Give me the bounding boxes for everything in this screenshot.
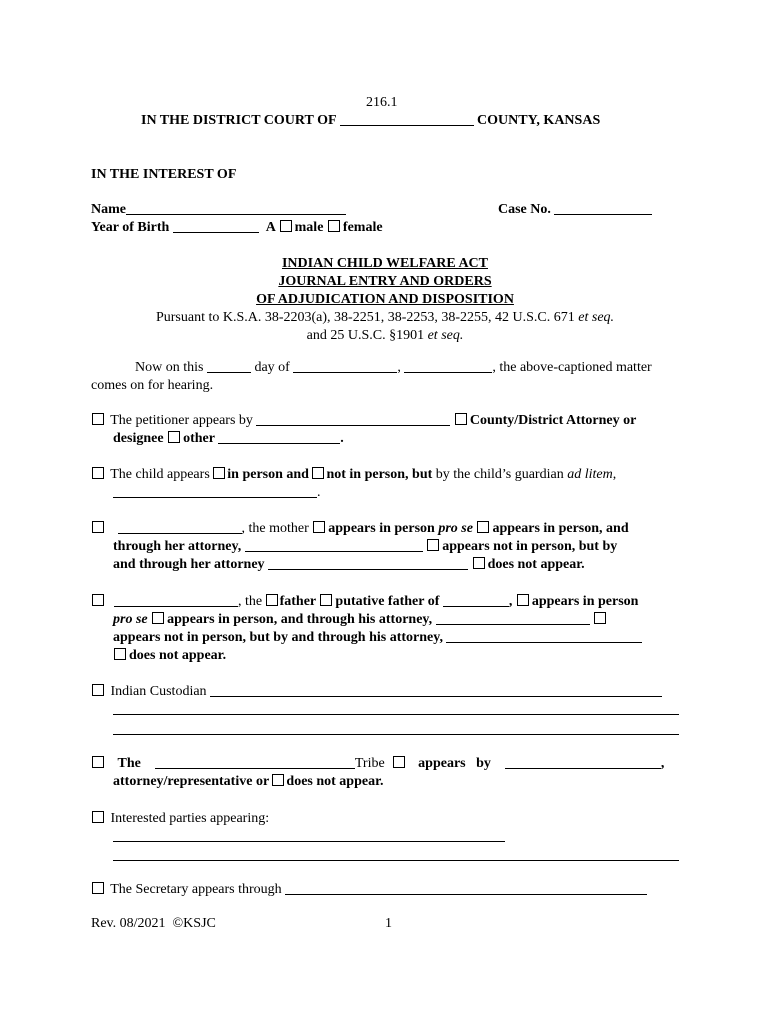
interested-row: Interested parties appearing: bbox=[91, 810, 269, 828]
mother-does-not-checkbox[interactable] bbox=[473, 557, 485, 569]
title-line-1: INDIAN CHILD WELFARE ACT bbox=[281, 256, 488, 271]
father-not-in-person-checkbox[interactable] bbox=[594, 612, 606, 624]
county-attorney-checkbox[interactable] bbox=[455, 413, 467, 425]
birth-row bbox=[91, 219, 383, 237]
child-row-2: . bbox=[113, 484, 321, 502]
case-label: Case No. bbox=[498, 202, 551, 217]
comes-on-line: comes on for hearing. bbox=[91, 378, 214, 393]
mother-checkbox[interactable] bbox=[92, 521, 104, 533]
female-checkbox[interactable] bbox=[328, 220, 340, 232]
mother-row-3: and through her attorney does not appear. bbox=[113, 557, 585, 572]
a-label: A bbox=[265, 220, 276, 235]
father-row-2: pro se appears in person, and through his attorney, bbox=[113, 611, 609, 629]
guardian-blank[interactable] bbox=[113, 485, 317, 498]
mother-attorney-2-blank[interactable] bbox=[268, 557, 468, 570]
tribe-row-1: The Tribe appears by , bbox=[91, 755, 664, 773]
title-line-2: JOURNAL ENTRY AND ORDERS bbox=[278, 274, 492, 289]
child-checkbox[interactable] bbox=[92, 467, 104, 479]
putative-father-checkbox[interactable] bbox=[320, 594, 332, 606]
petitioner-blank[interactable] bbox=[256, 413, 450, 426]
child-not-in-person-checkbox[interactable] bbox=[312, 467, 324, 479]
month-blank[interactable] bbox=[293, 360, 397, 373]
male-label: male bbox=[294, 220, 324, 235]
mother-pro-se-checkbox[interactable] bbox=[313, 521, 325, 533]
court-heading bbox=[141, 112, 600, 130]
custodian-blank-2[interactable] bbox=[113, 714, 679, 715]
custodian-blank-3[interactable] bbox=[113, 734, 679, 735]
case-number-blank[interactable] bbox=[554, 202, 652, 215]
father-type-checkbox[interactable] bbox=[266, 594, 278, 606]
usc-line: and 25 U.S.C. §1901 et seq. bbox=[306, 328, 464, 343]
petitioner-checkbox[interactable] bbox=[92, 413, 104, 425]
mother-not-in-person-checkbox[interactable] bbox=[427, 539, 439, 551]
name-row bbox=[91, 201, 346, 219]
tribe-name-blank[interactable] bbox=[155, 756, 355, 769]
petitioner-row-1: The petitioner appears by County/District Attorney or bbox=[91, 412, 636, 430]
interested-blank-1[interactable] bbox=[113, 841, 505, 842]
father-pro-se-checkbox[interactable] bbox=[517, 594, 529, 606]
father-row-1: , the father putative father of , appears in person bbox=[91, 593, 638, 611]
father-row-3: appears not in person, but by and through his attorney, bbox=[113, 629, 642, 647]
tribe-appears-checkbox[interactable] bbox=[393, 756, 405, 768]
tribe-does-not-checkbox[interactable] bbox=[272, 774, 284, 786]
custodian-row: Indian Custodian bbox=[91, 683, 662, 701]
case-row bbox=[498, 201, 652, 219]
tribe-representative-blank[interactable] bbox=[505, 756, 661, 769]
mother-row-2: through her attorney, appears not in person, but by bbox=[113, 539, 618, 554]
male-checkbox[interactable] bbox=[280, 220, 292, 232]
father-checkbox[interactable] bbox=[92, 594, 104, 606]
mother-attorney-checkbox[interactable] bbox=[477, 521, 489, 533]
county-blank[interactable] bbox=[340, 113, 474, 126]
female-label: female bbox=[342, 220, 383, 235]
father-attorney-blank[interactable] bbox=[436, 612, 590, 625]
child-in-person-checkbox[interactable] bbox=[213, 467, 225, 479]
court-suffix: COUNTY, KANSAS bbox=[477, 113, 601, 128]
interested-checkbox[interactable] bbox=[92, 811, 104, 823]
interested-blank-2[interactable] bbox=[113, 860, 679, 861]
day-blank[interactable] bbox=[207, 360, 251, 373]
year-blank[interactable] bbox=[404, 360, 492, 373]
tribe-checkbox[interactable] bbox=[92, 756, 104, 768]
father-attorney-2-blank[interactable] bbox=[446, 630, 642, 643]
petitioner-row-2: designee other . bbox=[113, 431, 344, 446]
other-blank[interactable] bbox=[218, 431, 340, 444]
revision-footer: Rev. 08/2021 ©KSJC bbox=[91, 916, 216, 931]
court-prefix: IN THE DISTRICT COURT OF bbox=[141, 113, 337, 128]
father-row-4: does not appear. bbox=[113, 647, 226, 665]
mother-attorney-blank[interactable] bbox=[245, 539, 423, 552]
father-name-blank[interactable] bbox=[114, 594, 238, 607]
secretary-checkbox[interactable] bbox=[92, 882, 104, 894]
tribe-row-2: attorney/representative or does not appear. bbox=[113, 774, 384, 789]
mother-name-blank[interactable] bbox=[118, 521, 242, 534]
interest-of: IN THE INTEREST OF bbox=[91, 167, 237, 182]
title-line-3: OF ADJUDICATION AND DISPOSITION bbox=[256, 292, 514, 307]
secretary-row: The Secretary appears through bbox=[91, 881, 647, 899]
father-attorney-checkbox[interactable] bbox=[152, 612, 164, 624]
page-number: 1 bbox=[385, 916, 392, 931]
other-checkbox[interactable] bbox=[168, 431, 180, 443]
putative-blank[interactable] bbox=[443, 594, 509, 607]
custodian-checkbox[interactable] bbox=[92, 684, 104, 696]
name-label: Name bbox=[91, 202, 126, 217]
form-number: 216.1 bbox=[366, 95, 398, 110]
secretary-blank[interactable] bbox=[285, 882, 647, 895]
mother-row-1: , the mother appears in person pro se appears in person, and bbox=[91, 520, 629, 538]
custodian-blank-1[interactable] bbox=[210, 684, 662, 697]
birth-year-blank[interactable] bbox=[173, 220, 259, 233]
pursuant-line: Pursuant to K.S.A. 38-2203(a), 38-2251, 38-2253, 38-2255, 42 U.S.C. 671 et seq. bbox=[155, 310, 615, 325]
name-blank[interactable] bbox=[126, 202, 346, 215]
intro-line: Now on this day of , , the above-captioned matter bbox=[135, 360, 652, 375]
birth-label: Year of Birth bbox=[91, 220, 170, 235]
father-does-not-checkbox[interactable] bbox=[114, 648, 126, 660]
child-row-1: The child appears in person and not in person, but by the child’s guardian ad litem, bbox=[91, 466, 616, 484]
